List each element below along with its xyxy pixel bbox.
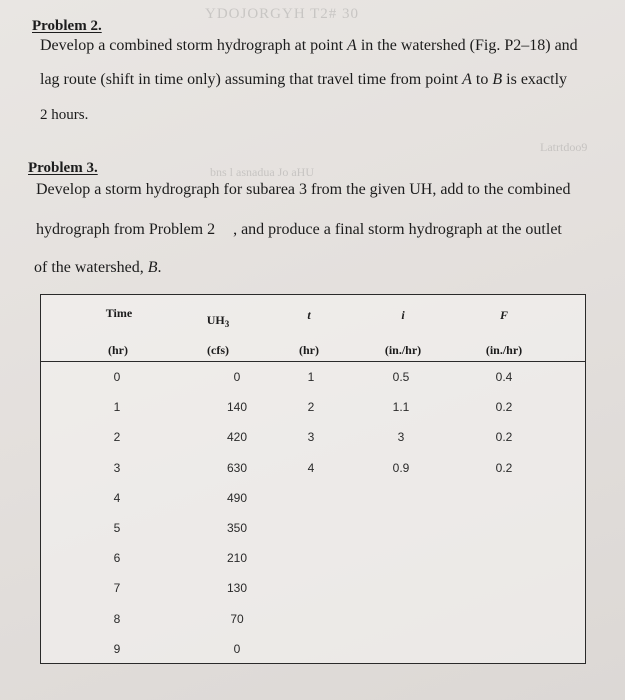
variable: B [492,71,503,88]
text-segment: to [471,71,493,88]
header-time-unit: (hr) [108,343,128,357]
problem-2-line-1 [40,37,578,55]
header-time: Time [105,306,133,320]
header-t: t [307,308,311,322]
f-cell: 0.2 [495,460,513,475]
uh-cell: 350 [226,521,248,535]
i-cell: 0.5 [392,370,410,384]
bleed-through-text: YDOJORGYH T2# 30 [205,6,360,22]
header-i-unit: (in./hr) [384,343,422,357]
uh-cell: 140 [226,400,248,415]
text-segment: . [157,259,162,276]
time-cell: 7 [113,581,121,596]
uh-data-table [40,294,586,664]
time-cell: 5 [113,521,121,535]
header-uh-subscript: 3 [224,319,230,329]
time-cell: 6 [113,551,121,566]
t-cell: 3 [307,430,315,445]
text-segment: Develop a combined storm hydrograph at point [40,37,348,54]
uh-cell: 630 [226,460,248,475]
bleed-through-text: bns l asnadua Jo aHU [210,165,314,179]
uh-cell: 0 [233,370,241,384]
t-cell: 4 [307,460,315,475]
time-cell: 3 [113,460,121,475]
text-segment: is exactly [502,71,568,88]
header-divider [41,361,585,362]
header-f: F [499,308,509,322]
f-cell: 0.2 [495,400,513,415]
header-uh3 [207,313,230,329]
time-cell: 2 [113,430,121,445]
problem-2-line-3: 2 hours. [40,107,89,123]
problem-3-line-1: Develop a storm hydrograph for subarea 3 from the given UH, add to the combined [36,181,571,198]
t-cell: 1 [307,370,315,384]
variable: B [147,259,158,276]
problem-3-line-2 [36,221,562,239]
text-segment: hydrograph from Problem 2 [36,221,216,238]
problem-3-heading: Problem 3. [28,160,98,176]
uh-cell: 70 [230,611,244,626]
f-cell: 0.4 [495,370,513,384]
header-uh-label: UH [206,313,225,327]
uh-cell: 0 [233,641,241,656]
time-cell: 8 [113,611,121,626]
t-cell: 2 [307,400,315,415]
bleed-through-text: Latrtdoo9 [540,140,588,154]
text-segment: lag route (shift in time only) assuming that travel time from point [40,71,463,88]
i-cell: 3 [397,430,405,445]
text-segment: , and produce a final storm hydrograph at the outlet [233,221,562,238]
f-cell: 0.2 [495,430,513,445]
text-segment: of the watershed, [34,259,148,276]
uh-cell: 420 [226,430,248,445]
header-uh-unit: (cfs) [207,343,229,357]
problem-3-line-3 [34,259,162,277]
time-cell: 1 [113,400,121,415]
i-cell: 0.9 [392,460,410,475]
i-cell: 1.1 [392,400,410,415]
uh-cell: 130 [226,581,248,596]
time-cell: 4 [113,490,121,505]
header-f-unit: (in./hr) [485,343,523,357]
problem-2-line-2 [40,71,567,89]
variable: A [462,71,472,88]
time-cell: 9 [113,641,121,656]
uh-cell: 490 [226,490,248,505]
problem-2-heading: Problem 2. [32,18,102,34]
uh-cell: 210 [226,551,248,566]
text-segment: in the watershed (Fig. P2–18) and [356,37,578,54]
time-cell: 0 [113,370,121,384]
header-t-unit: (hr) [299,343,319,357]
header-i: i [401,308,405,322]
variable: A [347,37,357,54]
